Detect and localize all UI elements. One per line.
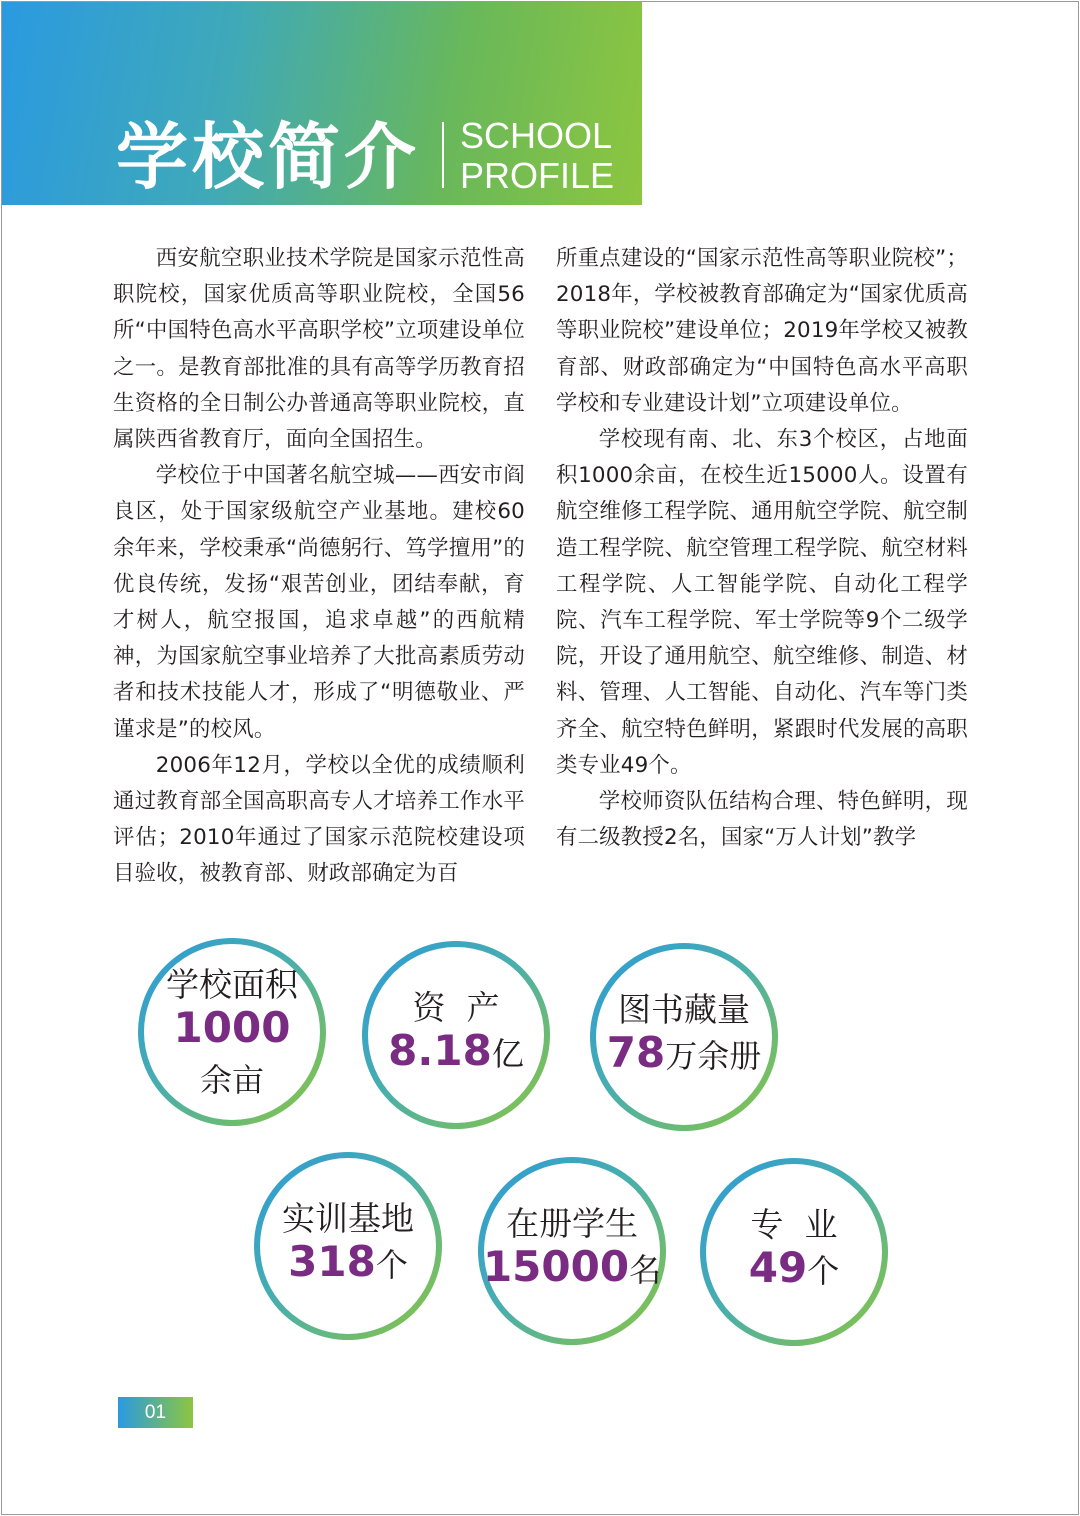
stat-campus-area xyxy=(138,938,326,1126)
left-text-column xyxy=(113,241,525,893)
stat-label: 专 业 xyxy=(750,1204,838,1244)
stat-label: 图书藏量 xyxy=(618,989,750,1029)
paragraph: 学校位于中国著名航空城——西安市阎良区，处于国家级航空产业基地。建校60余年来，学校秉承“尚德躬行、笃学擅用”的优良传统，发扬“艰苦创业，团结奉献，育才树人，航空报国，追求卓越”的西航精神，为国家航空事业培养了大批高素质劳动者和技术技能人才，形成了“明德敬业、严谨求是”的校风。 xyxy=(113,463,525,742)
stat-label: 学校面积 xyxy=(166,964,298,1004)
stat-unit-line: 余亩 xyxy=(199,1060,264,1099)
stat-unit: 万余册 xyxy=(665,1036,762,1075)
page-title: 学校简介 xyxy=(116,115,421,199)
title-en-line2: PROFILE xyxy=(460,155,615,196)
page-title-english xyxy=(460,116,614,196)
stat-unit: 亿 xyxy=(491,1034,524,1073)
paragraph: 学校师资队伍结构合理、特色鲜明，现有二级教授2名，国家“万人计划”教学 xyxy=(556,789,968,851)
title-divider xyxy=(442,122,444,188)
paragraph: 2006年12月，学校以全优的成绩顺利通过教育部全国高职高专人才培养工作水平评估；2010年通过了国家示范院校建设项目验收，被教育部、财政部确定为百 xyxy=(113,752,525,887)
stat-value-line xyxy=(388,1025,524,1083)
stat-circle xyxy=(596,949,772,1125)
stat-value-line xyxy=(606,1027,762,1085)
stat-value: 49 xyxy=(748,1242,808,1292)
paragraph: 所重点建设的“国家示范性高等职业院校”；2018年，学校被教育部确定为“国家优质高等职业院校”建设单位；2019年学校又被教育部、财政部确定为“中国特色高水平高职学校和专业建设计划”立项建设单位。 xyxy=(556,246,968,416)
paragraph: 学校现有南、北、东3个校区，占地面积1000余亩，在校生近15000人。设置有航空维修工程学院、通用航空学院、航空制造工程学院、航空管理工程学院、航空材料工程学院、人工智能学院、自动化工程学院、汽车工程学院、军士学院等9个二级学院，开设了通用航空、航空维修、制造、材料、管理、人工智能、自动化、汽车等门类齐全、航空特色鲜明，紧跟时代发展的高职类专业49个。 xyxy=(556,427,968,778)
title-en-line1: SCHOOL xyxy=(460,115,613,156)
stat-library-books xyxy=(590,943,778,1131)
page-number: 01 xyxy=(144,1402,167,1423)
stat-unit: 个 xyxy=(807,1251,840,1290)
stat-circle xyxy=(368,947,544,1123)
stat-label: 在册学生 xyxy=(506,1203,638,1243)
stat-value: 15000 xyxy=(482,1241,630,1291)
stat-value: 8.18 xyxy=(388,1025,492,1075)
stat-value-line xyxy=(173,1002,291,1060)
stat-value-line xyxy=(748,1242,840,1300)
stat-circle xyxy=(260,1158,436,1334)
stat-value: 1000 xyxy=(173,1002,291,1052)
stat-circle xyxy=(144,944,320,1120)
stat-majors xyxy=(700,1158,888,1346)
page-number-badge xyxy=(118,1397,193,1428)
stat-value: 318 xyxy=(288,1236,376,1286)
stat-unit: 名 xyxy=(629,1250,662,1289)
stat-value-line xyxy=(288,1236,408,1294)
stat-circle xyxy=(706,1164,882,1340)
right-text-column xyxy=(556,241,968,856)
stat-label: 实训基地 xyxy=(282,1198,414,1238)
stat-label: 资 产 xyxy=(412,987,500,1027)
stat-circle xyxy=(484,1163,660,1339)
stat-value-line xyxy=(482,1241,662,1299)
stat-assets xyxy=(362,941,550,1129)
stat-training-bases xyxy=(254,1152,442,1340)
stat-enrolled-students xyxy=(478,1157,666,1345)
stat-unit: 个 xyxy=(375,1245,408,1284)
paragraph: 西安航空职业技术学院是国家示范性高职院校，国家优质高等职业院校，全国56所“中国特色高水平高职学校”立项建设单位之一。是教育部批准的具有高等学历教育招生资格的全日制公办普通高等职业院校，直属陕西省教育厅，面向全国招生。 xyxy=(113,246,525,453)
stat-value: 78 xyxy=(606,1027,666,1077)
